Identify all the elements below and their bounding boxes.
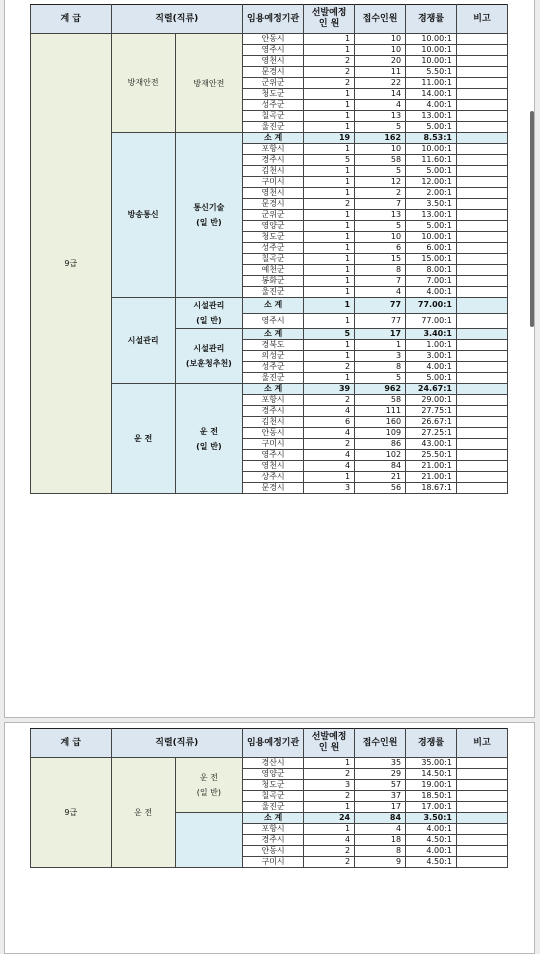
competition-ratio-cell: 3.50:1 — [406, 199, 457, 210]
competition-ratio-cell: 1.00:1 — [406, 340, 457, 351]
agency-cell: 군위군 — [243, 210, 304, 221]
header-grade: 계 급 — [31, 729, 112, 758]
competition-ratio-cell: 27.75:1 — [406, 406, 457, 417]
applicant-count-cell: 13 — [355, 210, 406, 221]
note-cell — [457, 34, 508, 45]
agency-cell: 구미시 — [243, 177, 304, 188]
note-cell — [457, 177, 508, 188]
header-applicants: 접수인원 — [355, 5, 406, 34]
planned-count-cell: 1 — [304, 144, 355, 155]
header-planned-line2: 인 원 — [318, 743, 340, 753]
agency-cell: 영천시 — [243, 461, 304, 472]
header-grade: 계 급 — [31, 5, 112, 34]
note-cell — [457, 287, 508, 298]
note-cell — [457, 835, 508, 846]
note-cell — [457, 439, 508, 450]
competition-ratio-cell: 15.00:1 — [406, 254, 457, 265]
recruitment-table-page-1 — [30, 4, 508, 494]
applicant-count-cell: 5 — [355, 373, 406, 384]
subtotal-label: 소 계 — [243, 384, 304, 395]
agency-cell: 성주군 — [243, 362, 304, 373]
note-cell — [457, 461, 508, 472]
competition-ratio-cell: 21.00:1 — [406, 472, 457, 483]
series-cell: 운 전 — [111, 384, 175, 494]
header-series: 직렬(직류) — [111, 5, 242, 34]
agency-cell: 칠곡군 — [243, 254, 304, 265]
applicant-count-cell: 4 — [355, 824, 406, 835]
competition-ratio-cell: 10.00:1 — [406, 56, 457, 67]
agency-cell: 문경시 — [243, 199, 304, 210]
applicant-count-cell: 21 — [355, 472, 406, 483]
note-cell — [457, 351, 508, 362]
planned-count-cell: 4 — [304, 406, 355, 417]
planned-count-cell: 1 — [304, 100, 355, 111]
competition-ratio-cell: 8.00:1 — [406, 265, 457, 276]
planned-count-cell: 6 — [304, 417, 355, 428]
agency-cell: 울진군 — [243, 373, 304, 384]
applicant-count-cell: 160 — [355, 417, 406, 428]
agency-cell: 울진군 — [243, 122, 304, 133]
planned-count-cell: 1 — [304, 177, 355, 188]
agency-cell: 영천시 — [243, 56, 304, 67]
agency-cell: 칠곡군 — [243, 111, 304, 122]
subtype-cell: 방재안전 — [175, 34, 242, 133]
agency-cell: 안동시 — [243, 428, 304, 439]
subtotal-applicants: 962 — [355, 384, 406, 395]
note-cell — [457, 428, 508, 439]
competition-ratio-cell: 18.50:1 — [406, 791, 457, 802]
competition-ratio-cell: 4.00:1 — [406, 287, 457, 298]
competition-ratio-cell: 5.00:1 — [406, 166, 457, 177]
agency-cell: 청도군 — [243, 232, 304, 243]
applicant-count-cell: 8 — [355, 362, 406, 373]
planned-count-cell: 2 — [304, 199, 355, 210]
competition-ratio-cell: 14.00:1 — [406, 89, 457, 100]
note-cell — [457, 769, 508, 780]
planned-count-cell: 2 — [304, 395, 355, 406]
competition-ratio-cell: 21.00:1 — [406, 461, 457, 472]
competition-ratio-cell: 11.00:1 — [406, 78, 457, 89]
competition-ratio-cell: 10.00:1 — [406, 34, 457, 45]
header-ratio: 경쟁률 — [406, 729, 457, 758]
competition-ratio-cell: 5.00:1 — [406, 221, 457, 232]
note-cell — [457, 313, 508, 329]
planned-count-cell: 1 — [304, 824, 355, 835]
planned-count-cell: 1 — [304, 472, 355, 483]
planned-count-cell: 1 — [304, 210, 355, 221]
agency-cell: 청도군 — [243, 780, 304, 791]
note-cell — [457, 406, 508, 417]
table-row — [31, 34, 508, 45]
note-cell — [457, 188, 508, 199]
note-cell — [457, 210, 508, 221]
applicant-count-cell: 14 — [355, 89, 406, 100]
competition-ratio-cell: 18.67:1 — [406, 483, 457, 494]
series-cell: 방송통신 — [111, 133, 175, 298]
note-cell — [457, 450, 508, 461]
applicant-count-cell: 29 — [355, 769, 406, 780]
subtotal-applicants: 162 — [355, 133, 406, 144]
series-cell: 시설관리 — [111, 298, 175, 384]
competition-ratio-cell: 4.50:1 — [406, 857, 457, 868]
applicant-count-cell: 10 — [355, 34, 406, 45]
applicant-count-cell: 6 — [355, 243, 406, 254]
series-cell: 방재안전 — [111, 34, 175, 133]
agency-cell: 구미시 — [243, 857, 304, 868]
planned-count-cell: 2 — [304, 439, 355, 450]
applicant-count-cell: 58 — [355, 155, 406, 166]
agency-cell: 성주군 — [243, 243, 304, 254]
applicant-count-cell: 8 — [355, 846, 406, 857]
planned-count-cell: 2 — [304, 56, 355, 67]
applicant-count-cell: 10 — [355, 45, 406, 56]
table-row — [31, 758, 508, 769]
note-cell — [457, 483, 508, 494]
competition-ratio-cell: 10.00:1 — [406, 45, 457, 56]
agency-cell: 영천시 — [243, 188, 304, 199]
applicant-count-cell: 86 — [355, 439, 406, 450]
competition-ratio-cell: 4.50:1 — [406, 835, 457, 846]
header-note: 비고 — [457, 5, 508, 34]
header-planned-line2: 인 원 — [318, 19, 340, 29]
competition-ratio-cell: 3.00:1 — [406, 351, 457, 362]
subtype-cell: 운 전 (일 반) — [175, 758, 242, 813]
applicant-count-cell: 13 — [355, 111, 406, 122]
note-cell — [457, 417, 508, 428]
agency-cell: 구미시 — [243, 439, 304, 450]
planned-count-cell: 4 — [304, 835, 355, 846]
subtotal-ratio: 8.53:1 — [406, 133, 457, 144]
note-cell — [457, 373, 508, 384]
applicant-count-cell: 10 — [355, 232, 406, 243]
competition-ratio-cell: 4.00:1 — [406, 362, 457, 373]
series-cell: 운 전 — [111, 758, 175, 868]
planned-count-cell: 1 — [304, 340, 355, 351]
applicant-count-cell: 84 — [355, 461, 406, 472]
note-cell — [457, 791, 508, 802]
note-cell — [457, 133, 508, 144]
note-cell — [457, 813, 508, 824]
note-cell — [457, 100, 508, 111]
note-cell — [457, 166, 508, 177]
planned-count-cell: 2 — [304, 67, 355, 78]
agency-cell: 경산시 — [243, 758, 304, 769]
competition-ratio-cell: 5.00:1 — [406, 373, 457, 384]
subtotal-applicants: 84 — [355, 813, 406, 824]
agency-cell: 문경시 — [243, 483, 304, 494]
subtotal-ratio: 3.50:1 — [406, 813, 457, 824]
note-cell — [457, 298, 508, 314]
competition-ratio-cell: 17.00:1 — [406, 802, 457, 813]
subtotal-planned: 19 — [304, 133, 355, 144]
agency-cell: 청도군 — [243, 89, 304, 100]
applicant-count-cell: 22 — [355, 78, 406, 89]
planned-count-cell: 5 — [304, 155, 355, 166]
applicant-count-cell: 5 — [355, 122, 406, 133]
subtotal-label: 소 계 — [243, 813, 304, 824]
competition-ratio-cell: 4.00:1 — [406, 824, 457, 835]
planned-count-cell: 1 — [304, 166, 355, 177]
planned-count-cell: 2 — [304, 846, 355, 857]
agency-cell: 예천군 — [243, 265, 304, 276]
applicant-count-cell: 5 — [355, 166, 406, 177]
agency-cell: 울진군 — [243, 287, 304, 298]
planned-count-cell: 1 — [304, 89, 355, 100]
competition-ratio-cell: 25.50:1 — [406, 450, 457, 461]
agency-cell: 영양군 — [243, 769, 304, 780]
note-cell — [457, 276, 508, 287]
applicant-count-cell: 58 — [355, 395, 406, 406]
competition-ratio-cell: 11.60:1 — [406, 155, 457, 166]
planned-count-cell: 1 — [304, 351, 355, 362]
subtotal-planned: 5 — [304, 329, 355, 340]
note-cell — [457, 67, 508, 78]
agency-cell: 군위군 — [243, 78, 304, 89]
applicant-count-cell: 77 — [355, 313, 406, 329]
competition-ratio-cell: 29.00:1 — [406, 395, 457, 406]
subtotal-label: 소 계 — [243, 329, 304, 340]
competition-ratio-cell: 10.00:1 — [406, 144, 457, 155]
agency-cell: 경북도 — [243, 340, 304, 351]
planned-count-cell: 1 — [304, 111, 355, 122]
document-page-1 — [4, 0, 535, 718]
applicant-count-cell: 8 — [355, 265, 406, 276]
competition-ratio-cell: 13.00:1 — [406, 210, 457, 221]
planned-count-cell: 1 — [304, 373, 355, 384]
competition-ratio-cell: 4.00:1 — [406, 100, 457, 111]
competition-ratio-cell: 5.00:1 — [406, 122, 457, 133]
agency-cell: 포항시 — [243, 824, 304, 835]
header-planned-line1: 선발예정 — [311, 732, 347, 742]
header-series: 직렬(직류) — [111, 729, 242, 758]
subtype-cell: 시설관리 (일 반) — [175, 298, 242, 329]
competition-ratio-cell: 12.00:1 — [406, 177, 457, 188]
applicant-count-cell: 5 — [355, 221, 406, 232]
applicant-count-cell: 10 — [355, 144, 406, 155]
note-cell — [457, 89, 508, 100]
applicant-count-cell: 15 — [355, 254, 406, 265]
competition-ratio-cell: 10.00:1 — [406, 232, 457, 243]
applicant-count-cell: 20 — [355, 56, 406, 67]
recruitment-table-page-2 — [30, 728, 508, 868]
planned-count-cell: 1 — [304, 276, 355, 287]
competition-ratio-cell: 26.67:1 — [406, 417, 457, 428]
competition-ratio-cell: 5.50:1 — [406, 67, 457, 78]
header-agency: 임용예정기관 — [243, 5, 304, 34]
applicant-count-cell: 18 — [355, 835, 406, 846]
applicant-count-cell: 12 — [355, 177, 406, 188]
agency-cell: 울진군 — [243, 802, 304, 813]
applicant-count-cell: 109 — [355, 428, 406, 439]
planned-count-cell: 1 — [304, 122, 355, 133]
planned-count-cell: 2 — [304, 362, 355, 373]
agency-cell: 상주시 — [243, 472, 304, 483]
note-cell — [457, 56, 508, 67]
planned-count-cell: 1 — [304, 254, 355, 265]
note-cell — [457, 384, 508, 395]
subtotal-label: 소 계 — [243, 133, 304, 144]
planned-count-cell: 1 — [304, 232, 355, 243]
note-cell — [457, 155, 508, 166]
agency-cell: 경주시 — [243, 155, 304, 166]
agency-cell: 경주시 — [243, 835, 304, 846]
header-planned-line1: 선발예정 — [311, 8, 347, 18]
applicant-count-cell: 7 — [355, 199, 406, 210]
note-cell — [457, 329, 508, 340]
applicant-count-cell: 111 — [355, 406, 406, 417]
planned-count-cell: 1 — [304, 287, 355, 298]
header-applicants: 접수인원 — [355, 729, 406, 758]
applicant-count-cell: 4 — [355, 287, 406, 298]
applicant-count-cell: 2 — [355, 188, 406, 199]
planned-count-cell: 1 — [304, 313, 355, 329]
planned-count-cell: 1 — [304, 188, 355, 199]
note-cell — [457, 362, 508, 373]
applicant-count-cell: 37 — [355, 791, 406, 802]
competition-ratio-cell: 27.25:1 — [406, 428, 457, 439]
agency-cell: 영주시 — [243, 313, 304, 329]
note-cell — [457, 45, 508, 56]
competition-ratio-cell: 6.00:1 — [406, 243, 457, 254]
header-note: 비고 — [457, 729, 508, 758]
note-cell — [457, 232, 508, 243]
agency-cell: 문경시 — [243, 67, 304, 78]
header-ratio: 경쟁률 — [406, 5, 457, 34]
applicant-count-cell: 7 — [355, 276, 406, 287]
planned-count-cell: 1 — [304, 34, 355, 45]
planned-count-cell: 3 — [304, 483, 355, 494]
note-cell — [457, 472, 508, 483]
scrollbar-thumb[interactable] — [530, 111, 534, 327]
note-cell — [457, 111, 508, 122]
planned-count-cell: 1 — [304, 758, 355, 769]
agency-cell: 안동시 — [243, 846, 304, 857]
subtotal-applicants: 77 — [355, 298, 406, 314]
header-planned — [304, 5, 355, 34]
subtotal-ratio: 24.67:1 — [406, 384, 457, 395]
subtotal-planned: 24 — [304, 813, 355, 824]
agency-cell: 포항시 — [243, 144, 304, 155]
note-cell — [457, 221, 508, 232]
planned-count-cell: 1 — [304, 221, 355, 232]
applicant-count-cell: 3 — [355, 351, 406, 362]
agency-cell: 김천시 — [243, 417, 304, 428]
note-cell — [457, 802, 508, 813]
agency-cell: 봉화군 — [243, 276, 304, 287]
competition-ratio-cell: 19.00:1 — [406, 780, 457, 791]
competition-ratio-cell: 14.50:1 — [406, 769, 457, 780]
grade-cell: 9급 — [31, 758, 112, 868]
header-planned — [304, 729, 355, 758]
planned-count-cell: 2 — [304, 769, 355, 780]
applicant-count-cell: 102 — [355, 450, 406, 461]
header-agency: 임용예정기관 — [243, 729, 304, 758]
competition-ratio-cell: 43.00:1 — [406, 439, 457, 450]
agency-cell: 경주시 — [243, 406, 304, 417]
competition-ratio-cell: 13.00:1 — [406, 111, 457, 122]
note-cell — [457, 395, 508, 406]
note-cell — [457, 857, 508, 868]
subtype-cell: 운 전 (일 반) — [175, 384, 242, 494]
note-cell — [457, 824, 508, 835]
subtype-cell: 통신기술 (일 반) — [175, 133, 242, 298]
planned-count-cell: 2 — [304, 78, 355, 89]
planned-count-cell: 3 — [304, 780, 355, 791]
note-cell — [457, 758, 508, 769]
subtotal-applicants: 17 — [355, 329, 406, 340]
applicant-count-cell: 1 — [355, 340, 406, 351]
planned-count-cell: 1 — [304, 802, 355, 813]
note-cell — [457, 846, 508, 857]
agency-cell: 김천시 — [243, 166, 304, 177]
note-cell — [457, 122, 508, 133]
note-cell — [457, 780, 508, 791]
subtotal-planned: 39 — [304, 384, 355, 395]
agency-cell: 포항시 — [243, 395, 304, 406]
applicant-count-cell: 4 — [355, 100, 406, 111]
planned-count-cell: 4 — [304, 450, 355, 461]
applicant-count-cell: 11 — [355, 67, 406, 78]
agency-cell: 안동시 — [243, 34, 304, 45]
note-cell — [457, 254, 508, 265]
note-cell — [457, 243, 508, 254]
grade-cell: 9급 — [31, 34, 112, 494]
competition-ratio-cell: 7.00:1 — [406, 276, 457, 287]
subtotal-planned: 1 — [304, 298, 355, 314]
applicant-count-cell: 35 — [355, 758, 406, 769]
planned-count-cell: 1 — [304, 45, 355, 56]
applicant-count-cell: 56 — [355, 483, 406, 494]
subtotal-ratio: 3.40:1 — [406, 329, 457, 340]
competition-ratio-cell: 77.00:1 — [406, 313, 457, 329]
document-page-2 — [4, 722, 535, 954]
agency-cell: 영주시 — [243, 450, 304, 461]
subtotal-label: 소 계 — [243, 298, 304, 314]
planned-count-cell: 2 — [304, 857, 355, 868]
note-cell — [457, 144, 508, 155]
note-cell — [457, 78, 508, 89]
note-cell — [457, 265, 508, 276]
agency-cell: 성주군 — [243, 100, 304, 111]
planned-count-cell: 4 — [304, 428, 355, 439]
planned-count-cell: 1 — [304, 265, 355, 276]
planned-count-cell: 4 — [304, 461, 355, 472]
agency-cell: 영주시 — [243, 45, 304, 56]
note-cell — [457, 340, 508, 351]
competition-ratio-cell: 35.00:1 — [406, 758, 457, 769]
planned-count-cell: 2 — [304, 791, 355, 802]
subtype-cell-next — [175, 813, 242, 868]
note-cell — [457, 199, 508, 210]
agency-cell: 의성군 — [243, 351, 304, 362]
applicant-count-cell: 9 — [355, 857, 406, 868]
agency-cell: 영양군 — [243, 221, 304, 232]
applicant-count-cell: 17 — [355, 802, 406, 813]
subtotal-ratio: 77.00:1 — [406, 298, 457, 314]
agency-cell: 칠곡군 — [243, 791, 304, 802]
competition-ratio-cell: 4.00:1 — [406, 846, 457, 857]
competition-ratio-cell: 2.00:1 — [406, 188, 457, 199]
applicant-count-cell: 57 — [355, 780, 406, 791]
planned-count-cell: 1 — [304, 243, 355, 254]
subtype-cell: 시설관리 (보훈청추천) — [175, 329, 242, 384]
